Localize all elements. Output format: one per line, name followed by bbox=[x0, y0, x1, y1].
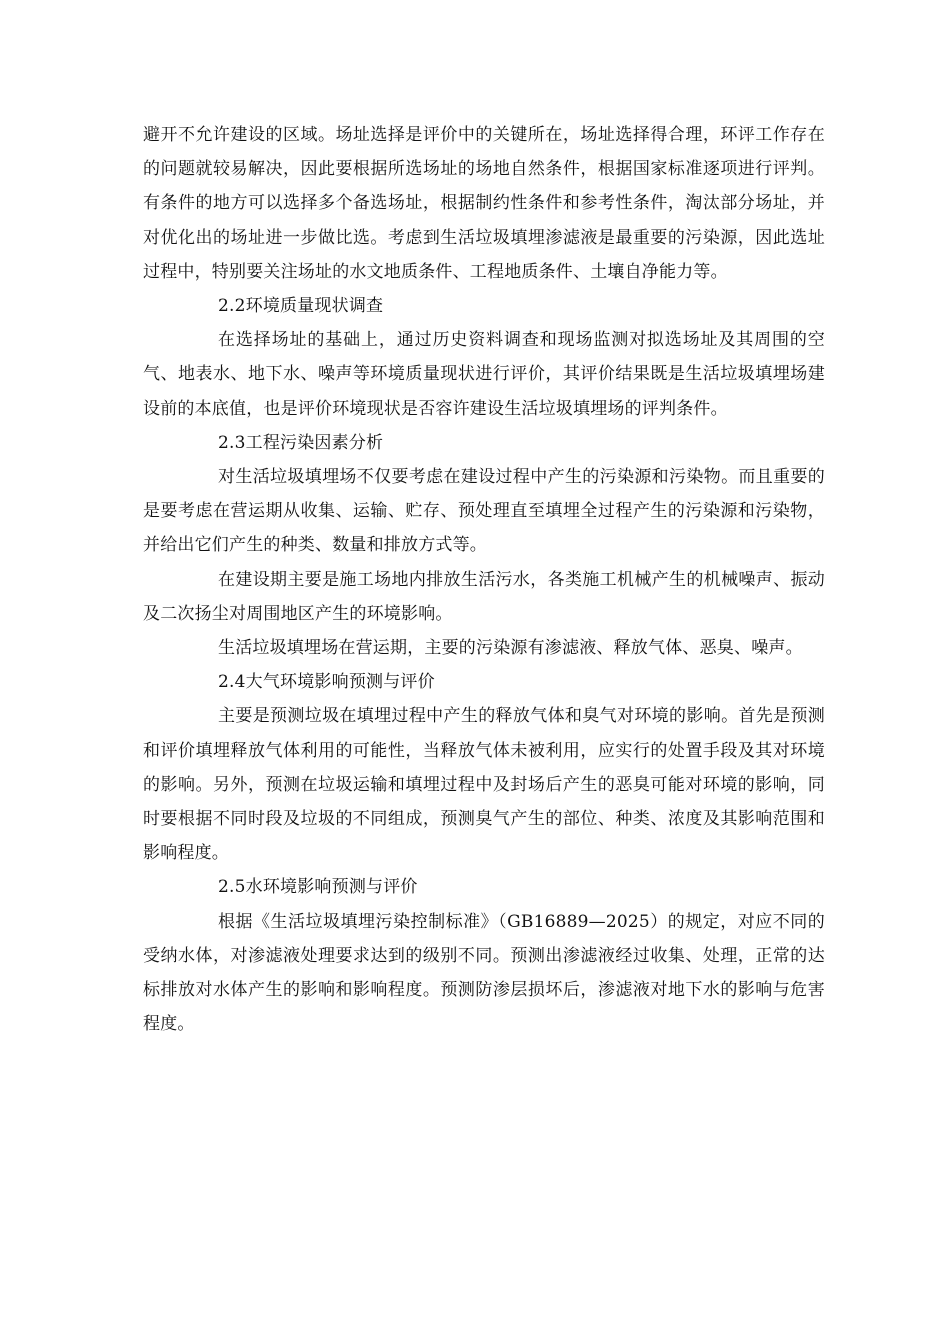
section-heading-2-3: 2.3工程污染因素分析 bbox=[218, 432, 384, 453]
paragraph-pollution-sources: 对生活垃圾填埋场不仅要考虑在建设过程中产生的污染源和污染物。而且重要的是要考虑在营运期从收集、运输、贮存、预处理直至填埋全过程产生的污染源和污染物，并给出它们产生的种类、数量和排放方式等。 bbox=[143, 467, 825, 556]
paragraph-construction-period: 在建设期主要是施工场地内排放生活污水，各类施工机械产生的机械噪声、振动及二次扬尘对周围地区产生的环境影响。 bbox=[143, 569, 825, 624]
section-heading-2-5: 2.5水环境影响预测与评价 bbox=[218, 877, 418, 898]
section-heading-2-2: 2.2环境质量现状调查 bbox=[218, 296, 384, 317]
paragraph-water-impact: 根据《生活垃圾填埋污染控制标准》（GB16889—2025）的规定，对应不同的受纳水体，对渗滤液处理要求达到的级别不同。预测出渗滤液经过收集、处理，正常的达标排放对水体产生的影响和影响程度。预测防渗层损坏后，渗滤液对地下水的影响与危害程度。 bbox=[143, 911, 825, 1035]
document-page bbox=[143, 118, 825, 1041]
paragraph-environment-survey: 在选择场址的基础上，通过历史资料调查和现场监测对拟选场址及其周围的空气、地表水、地下水、噪声等环境质量现状进行评价，其评价结果既是生活垃圾填埋场建设前的本底值，也是评价环境现状是否容许建设生活垃圾填埋场的评判条件。 bbox=[143, 330, 825, 419]
paragraph-air-impact: 主要是预测垃圾在填埋过程中产生的释放气体和臭气对环境的影响。首先是预测和评价填埋释放气体利用的可能性，当释放气体未被利用，应实行的处置手段及其对环境的影响。另外，预测在垃圾运输和填埋过程中及封场后产生的恶臭可能对环境的影响，同时要根据不同时段及垃圾的不同组成，预测臭气产生的部位、种类、浓度及其影响范围和影响程度。 bbox=[143, 706, 825, 864]
paragraph-site-selection: 避开不允许建设的区域。场址选择是评价中的关键所在，场址选择得合理，环评工作存在的问题就较易解决，因此要根据所选场址的场地自然条件，根据国家标准逐项进行评判。有条件的地方可以选择多个备选场址，根据制约性条件和参考性条件，淘汰部分场址，并对优化出的场址进一步做比选。考虑到生活垃圾填埋渗滤液是最重要的污染源，因此选址过程中，特别要关注场址的水文地质条件、工程地质条件、土壤自净能力等。 bbox=[143, 125, 825, 282]
section-heading-2-4: 2.4大气环境影响预测与评价 bbox=[218, 672, 435, 693]
paragraph-operation-period: 生活垃圾填埋场在营运期，主要的污染源有渗滤液、释放气体、恶臭、噪声。 bbox=[218, 638, 803, 659]
